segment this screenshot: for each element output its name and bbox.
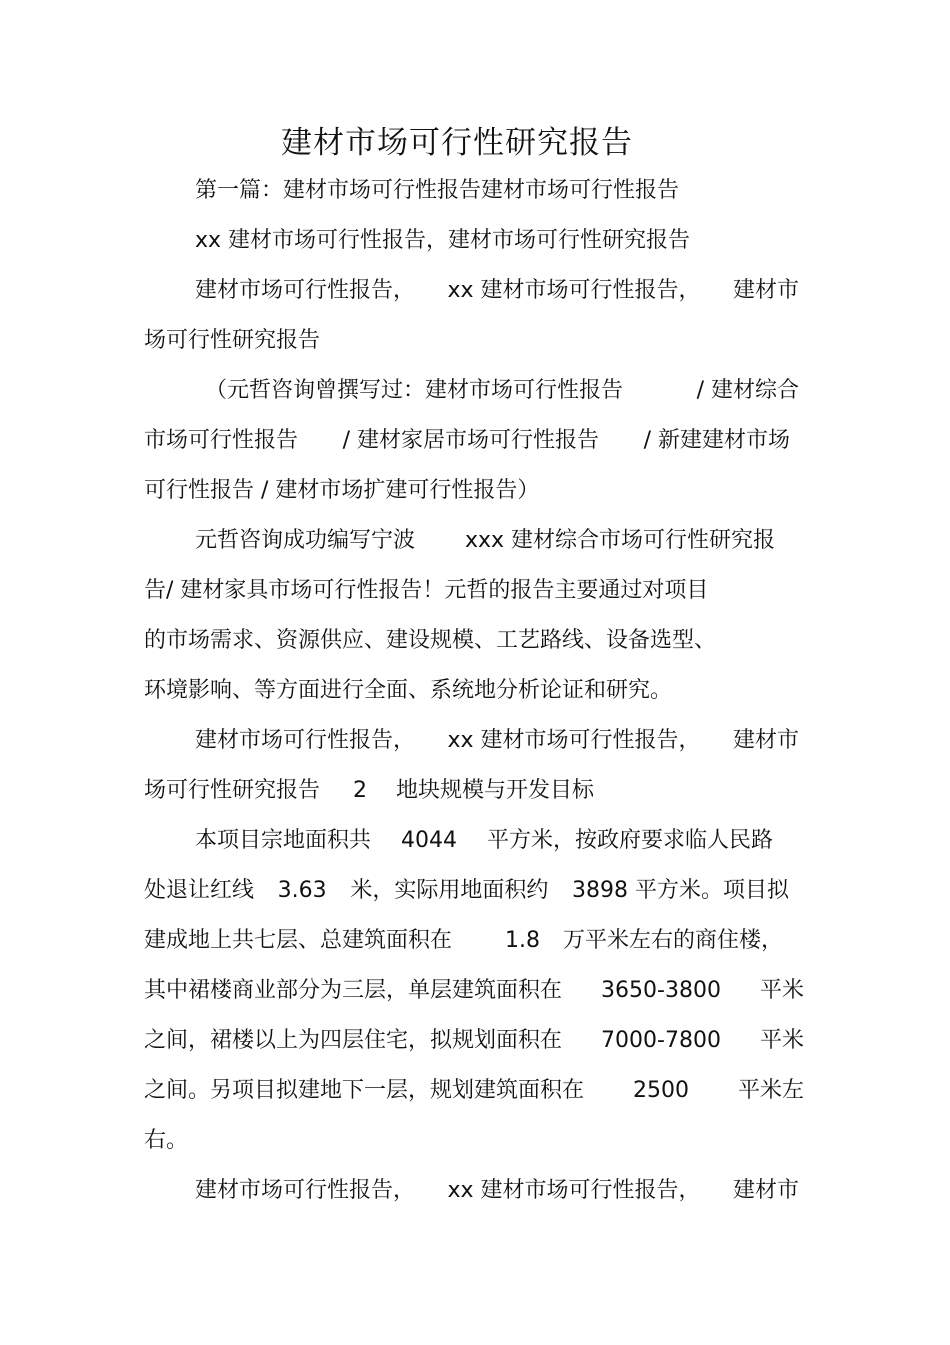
text-segment: 本项目宗地面积共 <box>195 828 372 853</box>
text-segment: xx 建材市场可行性报告， <box>447 1178 701 1203</box>
paragraph-line <box>144 576 708 606</box>
paragraph-line <box>205 376 799 406</box>
text-segment: / 建材家居市场可行性报告 <box>342 428 599 453</box>
paragraph-line <box>144 1076 804 1106</box>
text-segment: xxx 建材综合市场可行性研究报 <box>464 528 775 553</box>
text-segment: （元哲咨询曾撰写过：建材市场可行性报告 <box>205 378 624 403</box>
document-title: 建材市场可行性研究报告 <box>281 125 633 161</box>
text-segment: 第一篇：建材市场可行性报告建材市场可行性报告 <box>195 178 680 203</box>
text-segment: 告/ 建材家具市场可行性报告！元哲的报告主要通过对项目 <box>144 578 709 603</box>
text-segment: 场可行性研究报告 <box>144 778 321 803</box>
text-segment: 平米左 <box>737 1078 804 1103</box>
text-segment: 市场可行性报告 <box>144 428 299 453</box>
text-segment: 元哲咨询成功编写宁波 <box>195 528 416 553</box>
text-segment: 米，实际用地面积约 <box>350 878 549 903</box>
paragraph-line <box>195 826 773 856</box>
paragraph-line <box>144 976 804 1006</box>
paragraph-line <box>144 776 594 806</box>
paragraph-line <box>195 176 679 206</box>
text-segment: 地块规模与开发目标 <box>396 778 595 803</box>
text-segment: 平米 <box>759 1028 804 1053</box>
text-segment: 的市场需求、资源供应、建设规模、工艺路线、设备选型、 <box>144 628 717 653</box>
text-segment: 建材市 <box>732 278 799 303</box>
text-segment: / 新建建材市场 <box>643 428 790 453</box>
text-segment: 平米 <box>759 978 804 1003</box>
paragraph-line <box>144 326 320 356</box>
paragraph-line <box>144 1026 804 1056</box>
text-segment: 建材市场可行性报告， <box>195 278 416 303</box>
text-segment: xx 建材市场可行性报告，建材市场可行性研究报告 <box>195 228 691 253</box>
text-segment: 处退让红线 <box>144 878 255 903</box>
paragraph-line <box>195 226 690 256</box>
text-segment: xx 建材市场可行性报告， <box>447 278 701 303</box>
paragraph-line <box>144 1126 188 1156</box>
text-segment: 1.8 <box>505 928 541 953</box>
paragraph-line <box>144 926 783 956</box>
text-segment: 场可行性研究报告 <box>144 328 321 353</box>
text-segment: / 建材综合 <box>696 378 799 403</box>
text-segment: 建材市 <box>732 728 799 753</box>
text-segment: 右。 <box>144 1128 189 1153</box>
paragraph-line <box>144 426 790 456</box>
paragraph-line <box>144 676 672 706</box>
text-segment: 建材市场可行性报告， <box>195 728 416 753</box>
text-segment: 建成地上共七层、总建筑面积在 <box>144 928 453 953</box>
text-segment: 2 <box>353 778 368 803</box>
text-segment: 3650-3800 <box>601 978 721 1003</box>
text-segment: 平方米，按政府要求临人民路 <box>486 828 773 853</box>
paragraph-line <box>195 276 799 306</box>
text-segment: 之间。另项目拟建地下一层，规划建筑面积在 <box>144 1078 585 1103</box>
text-segment: 建材市场可行性报告， <box>195 1178 416 1203</box>
text-segment: 3898 平方米。项目拟 <box>571 878 789 903</box>
text-segment: 之间，裙楼以上为四层住宅，拟规划面积在 <box>144 1028 563 1053</box>
paragraph-line <box>195 526 775 556</box>
text-segment: 7000-7800 <box>601 1028 721 1053</box>
paragraph-line <box>144 476 539 506</box>
text-segment: xx 建材市场可行性报告， <box>447 728 701 753</box>
paragraph-line <box>144 626 716 656</box>
text-segment: 4044 <box>401 828 457 853</box>
paragraph-line <box>195 726 799 756</box>
paragraph-line <box>195 1176 799 1206</box>
text-segment: 2500 <box>633 1078 689 1103</box>
text-segment: 3.63 <box>277 878 327 903</box>
text-segment: 建材市 <box>732 1178 799 1203</box>
paragraph-line <box>144 876 789 906</box>
text-segment: 其中裙楼商业部分为三层，单层建筑面积在 <box>144 978 563 1003</box>
text-segment: 万平米左右的商住楼， <box>563 928 784 953</box>
text-segment: 环境影响、等方面进行全面、系统地分析论证和研究。 <box>144 678 673 703</box>
text-segment: 可行性报告 / 建材市场扩建可行性报告） <box>144 478 540 503</box>
